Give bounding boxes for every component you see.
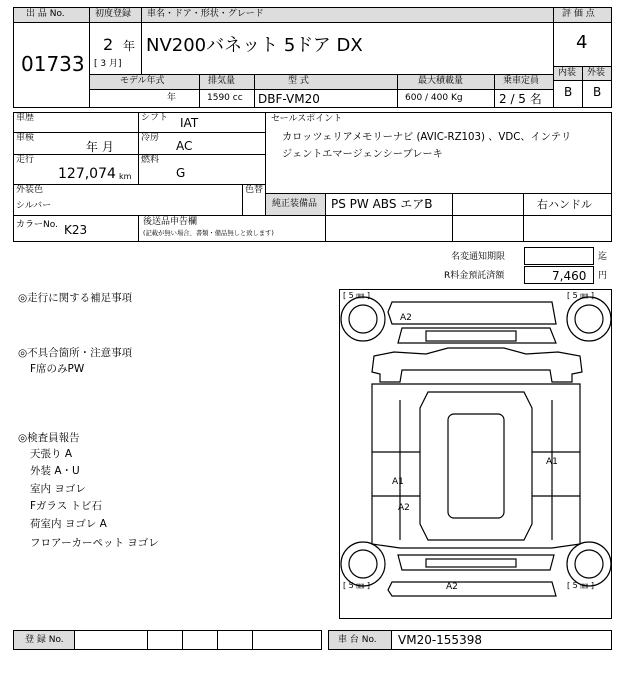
- score-label: 評 価 点: [562, 9, 595, 19]
- equipment-spacer-1: [325, 215, 453, 242]
- equipment-value: PS PW ABS エアB: [331, 197, 433, 211]
- capacity-value: 2 / 5 名: [499, 92, 542, 106]
- chassis-label: 車 台 No.: [338, 635, 377, 645]
- displacement-label: 排気量: [208, 76, 236, 86]
- history-label: 車歴: [16, 113, 35, 123]
- mileage-unit: km: [119, 172, 132, 181]
- ac-label: 冷房: [141, 133, 160, 143]
- recycle-value: 7,460: [552, 269, 587, 283]
- sales-points-line2: ジェントエマージェンシーブレーキ: [282, 149, 443, 160]
- type-label: 型 式: [288, 76, 309, 86]
- month-value: [ 3 月]: [94, 59, 122, 69]
- model-year-label: モデル年式: [120, 76, 165, 86]
- report-line: Fガラス トビ石: [30, 500, 103, 512]
- equipment-spacer-2: [452, 193, 524, 242]
- damage-mark-left1: A1: [392, 477, 404, 487]
- report-line: フロアーカーペット ヨゴレ: [30, 537, 159, 549]
- fuel-label: 燃料: [141, 155, 160, 165]
- mileage-value: 127,074: [58, 166, 116, 182]
- reg-box-3: [182, 630, 218, 650]
- recycle-label: R料金預託済額: [444, 271, 505, 281]
- inspector-title: ◎検査員報告: [18, 432, 80, 444]
- max-load-value: 600 / 400 Kg: [405, 93, 463, 103]
- tire-fr-label: [ 5 ㎜ ]: [567, 291, 594, 300]
- shift-value: IAT: [180, 116, 199, 130]
- defects-title: ◎不具合箇所・注意事項: [18, 347, 133, 359]
- equipment-label: 純正装備品: [272, 199, 318, 209]
- model-year-value: 年: [167, 93, 177, 103]
- interior-grade: B: [564, 85, 573, 99]
- inspection-value: 年 月: [86, 140, 114, 154]
- score-value: 4: [576, 32, 588, 53]
- reg-box-1: [74, 630, 148, 650]
- ext-color-value: シルバー: [16, 201, 52, 211]
- year-unit: 年: [123, 39, 136, 53]
- exterior-grade: B: [593, 85, 602, 99]
- color-no-label: カラーNo.: [16, 220, 58, 230]
- tire-rl-label: [ 5 ㎜ ]: [343, 581, 370, 590]
- fuel-value: G: [176, 166, 186, 180]
- report-line: 室内 ヨゴレ: [30, 483, 86, 495]
- capacity-label: 乗車定員: [503, 76, 540, 86]
- reg-box-4: [217, 630, 253, 650]
- sales-points-label: セールスポイント: [271, 114, 343, 124]
- max-load-label: 最大積載量: [418, 76, 464, 86]
- driving-notes-title: ◎走行に関する補足事項: [18, 292, 133, 304]
- spec-value-row: [89, 89, 554, 108]
- mileage-label: 走行: [16, 155, 35, 165]
- handle-spacer: [523, 215, 612, 242]
- defects-line: F席のみPW: [30, 363, 85, 375]
- recycle-unit: 円: [598, 271, 608, 281]
- color-no-value: K23: [64, 223, 88, 237]
- spec-col-divider-2: [254, 74, 255, 108]
- lot-no-label: 出 品 No.: [26, 9, 65, 19]
- tire-rr-label: [ 5 ㎜ ]: [567, 581, 594, 590]
- displacement-value: 1590 cc: [207, 93, 243, 103]
- ext-color-cell: [13, 184, 243, 216]
- year-value: 2: [103, 35, 114, 54]
- damage-mark-left2: A2: [398, 503, 410, 513]
- notice-label: 名変通知期限: [451, 252, 506, 262]
- exterior-label: 外装: [587, 68, 606, 78]
- spec-col-divider-1: [199, 74, 200, 108]
- model-value: NV200バネット 5ドア DX: [146, 35, 363, 56]
- spec-col-divider-4: [494, 74, 495, 108]
- notice-unit: 迄: [598, 252, 608, 262]
- handle-value: 右ハンドル: [537, 198, 592, 211]
- documents-note: (記載が無い場合、書類・備品無しと致します): [143, 230, 274, 237]
- report-line: 天張り A: [30, 448, 73, 460]
- report-line: 荷室内 ヨゴレ A: [30, 518, 107, 530]
- notice-value-box: [524, 247, 594, 265]
- damage-mark-front: A2: [400, 313, 412, 323]
- shift-label: シフト: [141, 113, 169, 123]
- car-diagram-frame: [339, 289, 612, 619]
- damage-mark-right: A1: [546, 457, 558, 467]
- interior-label: 内装: [558, 68, 577, 78]
- inspection-label: 車検: [16, 133, 35, 143]
- lot-no: 01733: [21, 52, 85, 76]
- ext-color-label: 外装色: [16, 185, 44, 195]
- tire-fl-label: [ 5 ㎜ ]: [343, 291, 370, 300]
- report-line: 外装 A・U: [30, 465, 80, 477]
- sales-points-line1: カロッツェリアメモリーナビ (AVIC-RZ103) 、VDC、インテリ: [282, 132, 572, 143]
- color-change-label: 色替: [245, 185, 264, 195]
- documents-label: 後送品申告欄: [143, 217, 198, 227]
- model-label: 車名・ドア・形状・グレード: [147, 9, 264, 19]
- first-reg-label: 初度登録: [95, 9, 132, 19]
- reg-no-label: 登 録 No.: [25, 635, 64, 645]
- ac-value: AC: [176, 139, 193, 153]
- type-value: DBF-VM20: [258, 92, 320, 106]
- chassis-value: VM20-155398: [398, 633, 482, 647]
- reg-box-2: [147, 630, 183, 650]
- spec-col-divider-3: [397, 74, 398, 108]
- damage-mark-rear: A2: [446, 582, 458, 592]
